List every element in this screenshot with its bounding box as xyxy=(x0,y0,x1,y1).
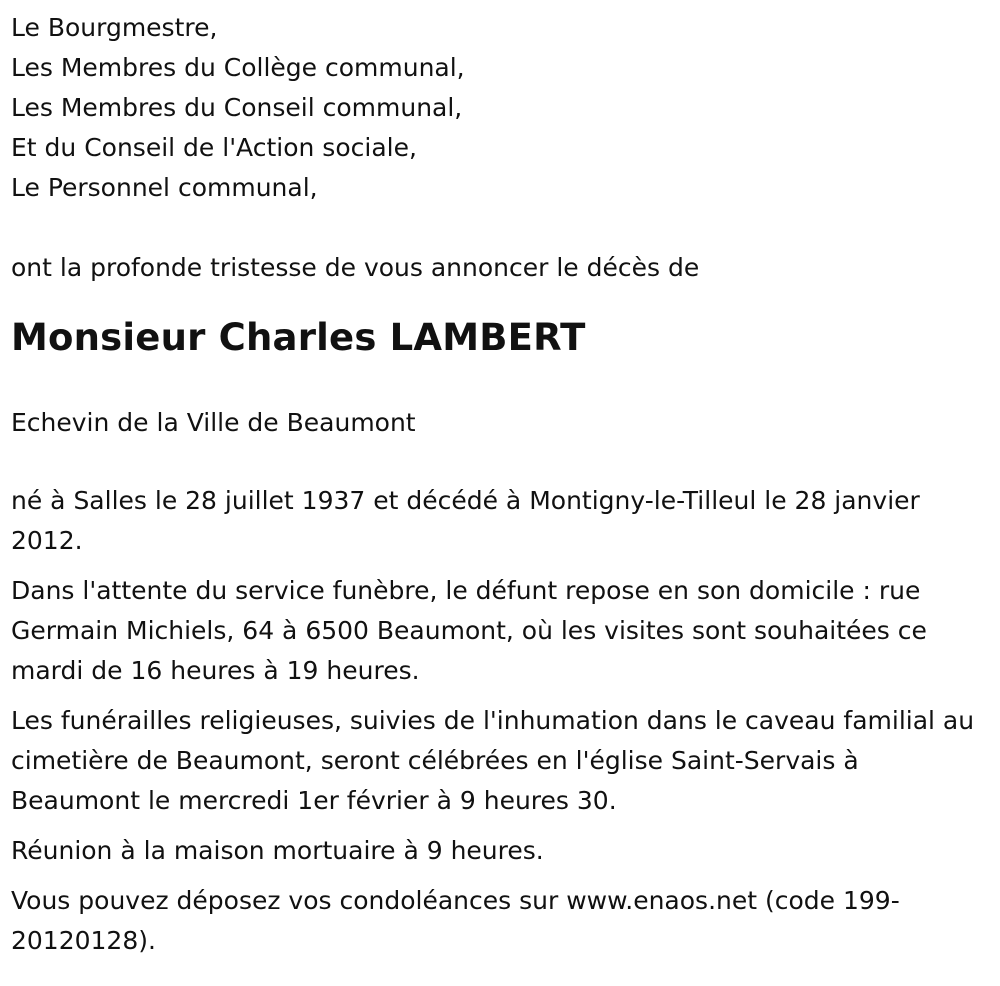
condolences-paragraph: Vous pouvez déposez vos condoléances sur www.enaos.net (code 199-20120128). xyxy=(11,886,900,955)
spacer xyxy=(11,208,988,248)
sender-line: Les Membres du Collège communal, xyxy=(11,53,465,82)
sender-line: Le Personnel communal, xyxy=(11,173,318,202)
sender-line: Et du Conseil de l'Action sociale, xyxy=(11,133,417,162)
wake-paragraph: Dans l'attente du service funèbre, le défunt repose en son domicile : rue Germain Michiels, 64 à 6500 Beaumont, où les visites sont souhaitées ce mardi de 16 heures à 19 heures. xyxy=(11,576,927,685)
sender-line: Les Membres du Conseil communal, xyxy=(11,93,463,122)
deceased-role: Echevin de la Ville de Beaumont xyxy=(11,408,416,437)
deceased-name: Monsieur Charles LAMBERT xyxy=(11,316,586,359)
birth-death-paragraph: né à Salles le 28 juillet 1937 et décédé à Montigny-le-Tilleul le 28 janvier 2012. xyxy=(11,486,920,555)
announcement-text: ont la profonde tristesse de vous annoncer le décès de xyxy=(11,253,700,282)
senders-list xyxy=(11,8,988,208)
sender-line: Le Bourgmestre, xyxy=(11,13,218,42)
funeral-paragraph: Les funérailles religieuses, suivies de l'inhumation dans le caveau familial au cimetière de Beaumont, seront célébrées en l'église Saint-Servais à Beaumont le mercredi 1er février à 9 heures 30. xyxy=(11,706,975,815)
meeting-paragraph: Réunion à la maison mortuaire à 9 heures. xyxy=(11,836,544,865)
